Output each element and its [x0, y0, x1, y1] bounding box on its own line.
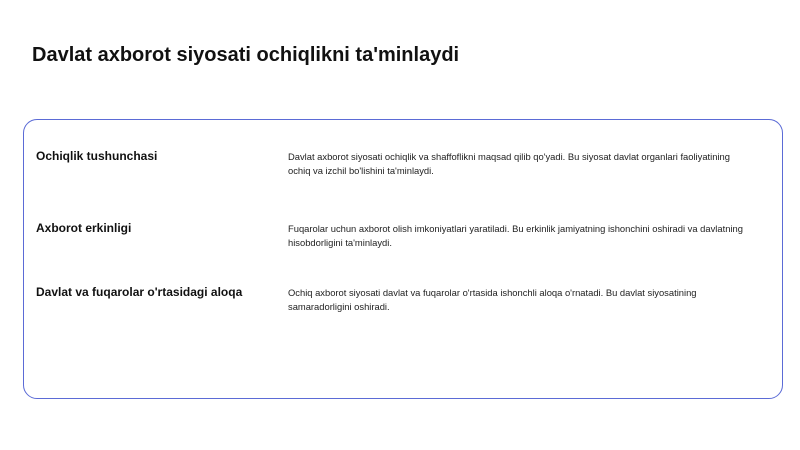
- item-description: Davlat axborot siyosati ochiqlik va shaffoflikni maqsad qilib qo'yadi. Bu siyosat davlat organlari faoliyatining ochiq va izchil bo'lishini ta'minlaydi.: [288, 151, 730, 176]
- item-heading: Davlat va fuqarolar o'rtasidagi aloqa: [36, 285, 243, 299]
- item-heading: Axborot erkinligi: [36, 221, 132, 235]
- slide-title: Davlat axborot siyosati ochiqlikni ta'minlaydi: [32, 44, 460, 66]
- content-card: [23, 119, 783, 399]
- item-description: Ochiq axborot siyosati davlat va fuqarolar o'rtasida ishonchli aloqa o'rnatadi. Bu davlat siyosatining samaradorligini oshiradi.: [288, 287, 697, 312]
- item-description: Fuqarolar uchun axborot olish imkoniyatlari yaratiladi. Bu erkinlik jamiyatning ishonchini oshiradi va davlatning hisobdorligini ta'minlaydi.: [288, 223, 743, 248]
- item-heading: Ochiqlik tushunchasi: [36, 149, 158, 163]
